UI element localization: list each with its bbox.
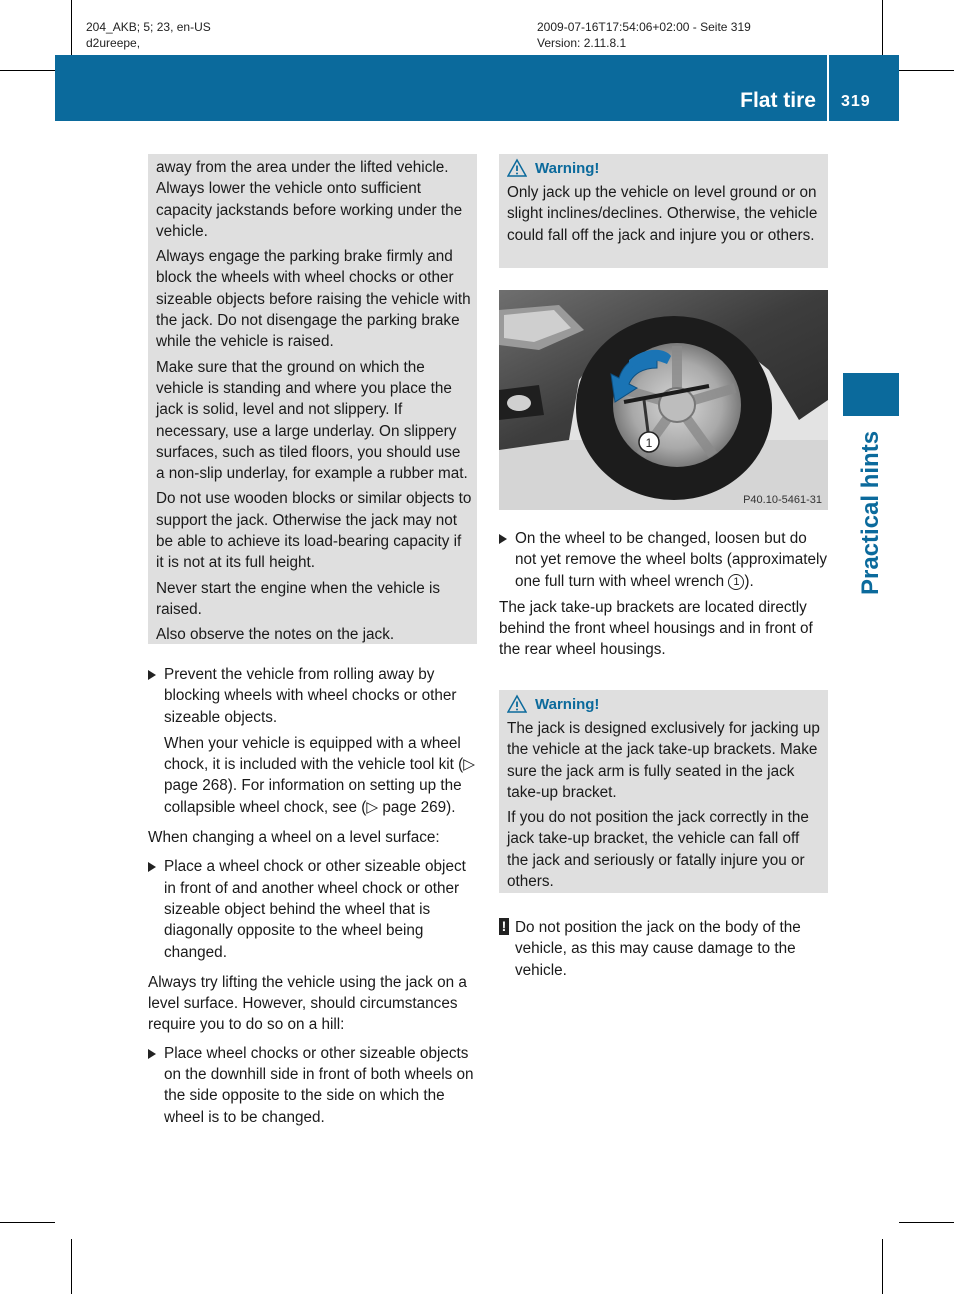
warning-paragraph: away from the area under the lifted vehicle. Always lower the vehicle onto sufficient capacity jackstands before working under the vehicle. (156, 159, 463, 240)
body-paragraph: Always try lifting the vehicle using the jack on a level surface. However, should circumstances require you to do so on a hill: (148, 973, 467, 1034)
warning-title: Warning! (535, 695, 600, 713)
print-meta-right (537, 19, 751, 51)
header-divider (827, 55, 829, 121)
step-arrow-icon (148, 862, 156, 872)
crop-mark (0, 70, 55, 71)
instruction-step (499, 528, 830, 592)
body-paragraph: When changing a wheel on a level surface: (148, 829, 440, 847)
instruction-step (148, 1043, 479, 1128)
exclamation-icon: ! (499, 918, 509, 935)
warning-text: Only jack up the vehicle on level ground or on slight inclines/declines. Otherwise, the vehicle could fall off the jack and injure you or others. (507, 184, 818, 244)
left-body-text (148, 664, 479, 1128)
wheel-wrench-figure (499, 290, 828, 510)
body-paragraph: The jack take-up brackets are located directly behind the front wheel housings and in front of the rear wheel housings. (499, 598, 813, 659)
warning-heading (507, 156, 823, 180)
crop-mark (71, 1239, 72, 1294)
notice-item (499, 917, 830, 981)
warning-paragraph: Always engage the parking brake firmly and block the wheels with wheel chocks or other sizeable objects before raising the vehicle with the jack. Do not disengage the parking brake while the vehicle is raised. (156, 248, 471, 351)
warning-paragraph: Never start the engine when the vehicle is raised. (156, 579, 441, 618)
right-body-text (499, 528, 830, 661)
step-text-end: ). (744, 572, 754, 590)
warning-paragraph: Also observe the notes on the jack. (156, 626, 395, 644)
chapter-tab-label: Practical hints (857, 430, 884, 595)
section-header-band (55, 55, 899, 121)
warning-continuation-text (156, 157, 472, 646)
instruction-step (148, 664, 479, 728)
warning-triangle-icon (507, 158, 527, 178)
warning-paragraph: Do not use wooden blocks or similar objects to support the jack. Otherwise the jack may not be able to achieve its load-bearing capacity if it is not at its full height. (156, 490, 472, 572)
crop-mark (882, 1239, 883, 1294)
print-meta-line: 204_AKB; 5; 23, en-US (86, 20, 211, 34)
warning-text: The jack is designed exclusively for jacking up the vehicle at the jack take-up brackets. Make sure the jack arm is fully seated in the jack take-up bracket. (507, 720, 820, 801)
warning-title: Warning! (535, 159, 600, 177)
crop-mark (882, 0, 883, 55)
crop-mark (899, 70, 954, 71)
print-meta-line: Version: 2.11.8.1 (537, 36, 627, 50)
step-arrow-icon (499, 534, 507, 544)
instruction-step (148, 856, 479, 962)
section-title: Flat tire (740, 89, 816, 112)
step-text (515, 528, 830, 592)
wheel-wrench-illustration (499, 290, 828, 510)
print-meta-line: d2ureepe, (86, 36, 141, 50)
print-meta-left (86, 19, 211, 51)
warning-triangle-icon (507, 694, 527, 714)
step-arrow-icon (148, 1049, 156, 1059)
step-text: Prevent the vehicle from rolling away by blocking wheels with wheel chocks or other sizeable objects. (164, 666, 457, 726)
crop-mark (0, 1222, 55, 1223)
step-note: When your vehicle is equipped with a wheel chock, it is included with the vehicle tool kit (▷ page 268). For information on setting up the collapsible wheel chock, see (▷ page 269). (164, 734, 476, 816)
step-text-main: On the wheel to be changed, loosen but do not yet remove the wheel bolts (approximately one full turn with wheel wrench (515, 530, 828, 590)
step-text: Place a wheel chock or other sizeable object in front of and another wheel chock or other sizeable object behind the wheel that is diagonally opposite to the wheel being changed. (164, 858, 466, 961)
crop-mark (71, 0, 72, 55)
crop-mark (899, 1222, 954, 1223)
warning-content (507, 156, 823, 246)
chapter-tab-marker (843, 373, 899, 416)
damage-notice (499, 917, 830, 981)
figure-code: P40.10-5461-31 (743, 494, 822, 506)
notice-text: Do not position the jack on the body of the vehicle, as this may cause damage to the vehicle. (515, 919, 801, 979)
callout-reference: 1 (728, 574, 744, 590)
warning-paragraph: Make sure that the ground on which the vehicle is standing and where you place the jack is solid, level and not slippery. If necessary, use a large underlay. On slippery surfaces, such as tiled floors, you should use a non-slip underlay, for example a rubber mat. (156, 358, 468, 483)
step-text: Place wheel chocks or other sizeable objects on the downhill side in front of both wheels on the side opposite to the side on which the wheel is to be changed. (164, 1044, 474, 1126)
print-meta-line: 2009-07-16T17:54:06+02:00 - Seite 319 (537, 20, 751, 34)
warning-content (507, 692, 823, 892)
page-number: 319 (841, 93, 871, 110)
warning-heading (507, 692, 823, 716)
warning-text: If you do not position the jack correctly in the jack take-up bracket, the vehicle can fall off the jack and seriously or fatally injure you or others. (507, 809, 809, 891)
step-arrow-icon (148, 670, 156, 680)
figure-callout: 1 (645, 436, 653, 450)
